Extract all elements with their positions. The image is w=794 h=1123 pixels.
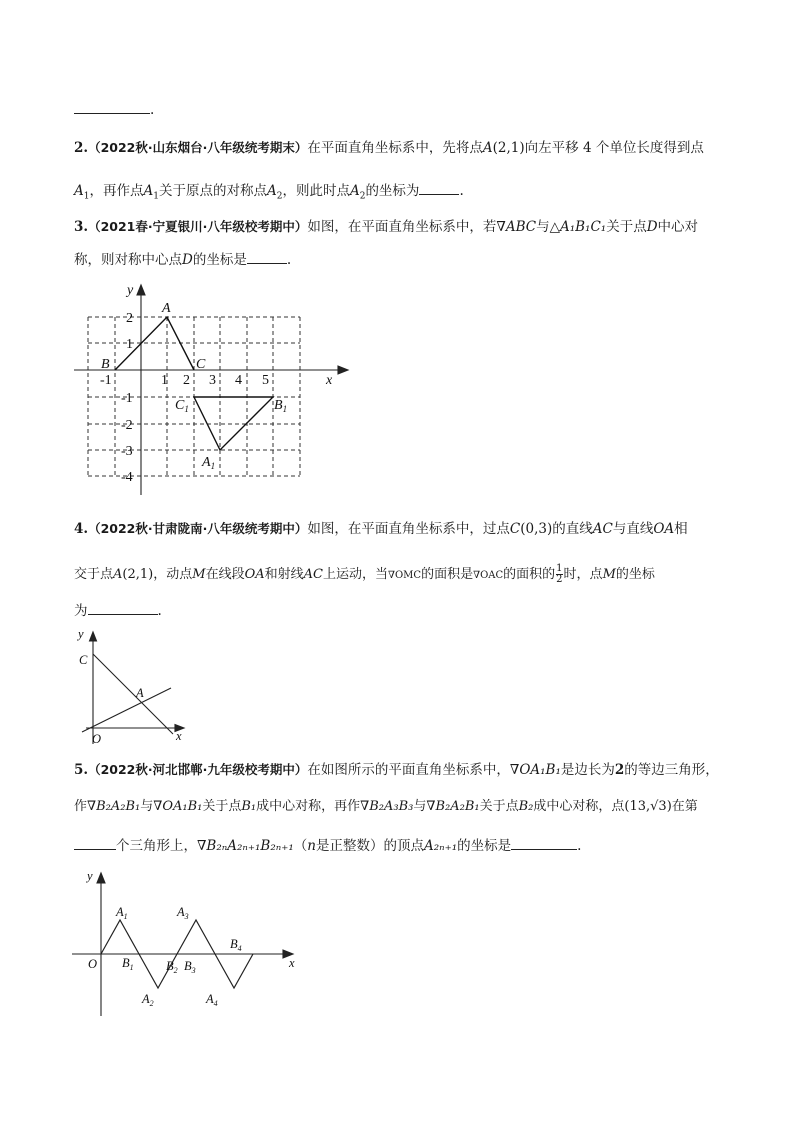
text: 关于点 — [606, 219, 647, 235]
math: B₂ — [518, 799, 534, 814]
q5-line2 — [74, 798, 698, 816]
math: n — [307, 838, 316, 854]
math: A — [266, 183, 277, 199]
y-axis-label: y — [78, 627, 84, 641]
q1-period: . — [150, 102, 155, 118]
q3-grid-figure — [70, 280, 360, 502]
question-number: 5. — [74, 762, 89, 778]
text: 如图，在平面直角坐标系中，若 — [307, 219, 497, 235]
text: 如图，在平面直角坐标系中，过点 — [307, 521, 510, 537]
origin-label: O — [92, 732, 102, 746]
text: 个三角形上， — [116, 838, 197, 854]
text: 是正整数）的顶点 — [315, 838, 424, 854]
text: 成中心对称，再作 — [256, 799, 361, 814]
question-source: （2021春·宁夏银川·八年级校考期中） — [88, 219, 308, 234]
question-number: 2. — [74, 140, 89, 156]
text: 的坐标是 — [192, 252, 247, 268]
point-label-b3: $B_3$ — [184, 959, 196, 975]
q4-line2 — [74, 564, 655, 585]
answer-blank[interactable] — [74, 100, 150, 114]
text: 上运动，当 — [322, 567, 388, 582]
q2-line1 — [74, 139, 704, 157]
question-number: 4. — [74, 521, 89, 537]
text: . — [577, 838, 582, 854]
answer-blank[interactable] — [419, 181, 459, 195]
math: ∇B₂A₂B₁ — [426, 799, 480, 814]
text: 的坐标为 — [365, 183, 420, 199]
math-sub: 1 — [153, 191, 159, 202]
point-label-b2: $B_2$ — [166, 959, 178, 975]
point-label-c1: $C_1$ — [175, 398, 189, 414]
x-tick-label: 5 — [262, 373, 269, 388]
q5-line1 — [74, 761, 719, 779]
y-tick-label: 1 — [126, 337, 133, 352]
q4-line3 — [74, 601, 162, 620]
text: 作 — [74, 799, 88, 814]
math: (2,1) — [492, 140, 525, 156]
text: （ — [293, 838, 308, 854]
text: 的面积的 — [503, 567, 556, 582]
point-label-c: C — [79, 653, 88, 667]
point-label-b1: $B_1$ — [122, 956, 134, 972]
math-sub: 1 — [83, 191, 90, 202]
math: A — [74, 183, 84, 199]
math: ∇ABC — [496, 219, 537, 235]
math: ∇OMC — [388, 570, 422, 581]
math: ∇B₂A₃B₃ — [360, 799, 414, 814]
y-axis-arrow-icon — [97, 873, 105, 883]
math: M — [602, 567, 616, 582]
text: 在平面直角坐标系中，先将点 — [307, 140, 483, 156]
answer-blank[interactable] — [88, 601, 158, 615]
text: 时，点 — [563, 567, 603, 582]
answer-blank[interactable] — [511, 836, 577, 850]
point-label-b: B — [101, 357, 110, 372]
text: 在线段 — [205, 567, 245, 582]
x-axis-arrow-icon — [338, 366, 348, 374]
point-label-a1: $A_1$ — [116, 905, 128, 921]
text: 交于点 — [74, 567, 114, 582]
y-tick-label: -2 — [121, 418, 133, 433]
q3-line1 — [74, 218, 698, 236]
q5-line3 — [74, 836, 581, 855]
text: 在如图所示的平面直角坐标系中， — [307, 762, 510, 778]
math: ∇B₂A₂B₁ — [87, 799, 141, 814]
text: 的等边三角形， — [624, 762, 719, 778]
math: ∇OA₁B₁ — [509, 762, 561, 778]
text: 为 — [74, 603, 88, 619]
math: A — [482, 140, 493, 156]
answer-blank[interactable] — [74, 836, 116, 850]
text: . — [459, 183, 464, 199]
math-sub: 2 — [359, 191, 366, 202]
q3-line2 — [74, 250, 291, 269]
text: 的坐标 — [615, 567, 655, 582]
y-tick-label: -4 — [121, 470, 133, 485]
text: 称，则对称中心点 — [74, 252, 182, 268]
text: 的坐标是 — [457, 838, 512, 854]
line-ac — [93, 654, 173, 734]
math: A — [143, 183, 154, 199]
math: ∇B₂ₙA₂ₙ₊₁B₂ₙ₊₁ — [197, 838, 294, 854]
text: 是边长为 — [560, 762, 615, 778]
fraction-denominator: 2 — [556, 574, 563, 585]
point-label-a: A — [136, 686, 144, 700]
q2-line2 — [74, 181, 464, 206]
y-axis-arrow-icon — [90, 632, 97, 641]
x-axis-label: x — [289, 956, 295, 970]
point-label-a: A — [162, 301, 171, 316]
x-tick-label: 4 — [235, 373, 242, 388]
y-tick-label: -3 — [121, 444, 133, 459]
text: 在第 — [671, 799, 698, 814]
fraction-one-half — [556, 564, 562, 585]
question-source: （2022秋·山东烟台·八年级统考期末） — [88, 140, 308, 155]
x-axis-label: x — [176, 729, 182, 743]
point-label-c: C — [196, 357, 206, 372]
question-source: （2022秋·河北邯郸·九年级校考期中） — [88, 762, 308, 777]
text: 与直线 — [612, 521, 654, 537]
point-label-a4: $A_4$ — [206, 992, 218, 1008]
text: 关于点 — [479, 799, 519, 814]
text: 的直线 — [552, 521, 593, 537]
point-label-b1: $B_1$ — [274, 398, 288, 414]
math: ∇OAC — [473, 570, 504, 581]
math: AC — [303, 567, 323, 582]
q4-line1 — [74, 520, 688, 538]
math: (2,1) — [122, 567, 154, 582]
text: 与 — [536, 219, 550, 235]
origin-label: O — [88, 957, 98, 971]
math: AC — [592, 521, 613, 537]
x-tick-label: 2 — [183, 373, 190, 388]
text: 成中心对称，点 — [533, 799, 625, 814]
x-tick-label: -1 — [100, 373, 112, 388]
math: 2 — [614, 762, 625, 778]
text: 的面积是 — [421, 567, 474, 582]
x-tick-label: 1 — [161, 373, 168, 388]
text: ，则此时点 — [282, 183, 350, 199]
text: 和射线 — [264, 567, 304, 582]
point-label-a1: $A_1$ — [202, 455, 216, 471]
y-axis-label: y — [87, 869, 93, 883]
text: . — [286, 252, 292, 268]
text: ，再作点 — [89, 183, 144, 199]
question-number: 3. — [74, 219, 89, 235]
math: D — [182, 252, 193, 268]
text: . — [157, 603, 162, 619]
text: 与 — [140, 799, 154, 814]
math: ∇OA₁B₁ — [153, 799, 203, 814]
math: A — [113, 567, 123, 582]
math-sub: 2 — [276, 191, 283, 202]
math: D — [646, 219, 658, 235]
q1-answer-line — [74, 100, 154, 119]
x-axis-label: x — [326, 373, 333, 388]
text: ，动点 — [153, 567, 193, 582]
math: A₂ₙ₊₁ — [423, 838, 458, 854]
y-axis-arrow-icon — [137, 285, 145, 295]
point-label-a3: $A_3$ — [177, 905, 189, 921]
x-tick-label: 3 — [209, 373, 216, 388]
math: (0,3) — [520, 521, 553, 537]
text: 向左平移 4 个单位长度得到点 — [524, 140, 704, 156]
y-axis-label: y — [127, 283, 134, 298]
y-tick-label: 2 — [126, 311, 133, 326]
math: (13,√3) — [624, 799, 672, 814]
text: 关于原点的对称点 — [158, 183, 267, 199]
math: C — [509, 521, 521, 537]
text: 关于点 — [202, 799, 242, 814]
text: 与 — [413, 799, 427, 814]
math: M — [192, 567, 206, 582]
text: 中心对 — [657, 219, 699, 235]
y-tick-label: -1 — [121, 391, 133, 406]
triangle-a1b1c1 — [194, 397, 273, 450]
math: OA — [653, 521, 675, 537]
fraction-numerator: 1 — [556, 563, 563, 574]
line-oa — [82, 688, 171, 732]
q4-line-figure — [70, 624, 190, 748]
point-label-a2: $A_2$ — [142, 992, 154, 1008]
q5-triangle-chain-figure — [70, 866, 306, 1020]
math: B₁ — [241, 799, 257, 814]
math: △A₁B₁C₁ — [549, 219, 607, 235]
point-label-b4: $B_4$ — [230, 937, 242, 953]
text: 相 — [674, 521, 688, 537]
answer-blank[interactable] — [247, 250, 287, 264]
question-source: （2022秋·甘肃陇南·八年级统考期中） — [88, 521, 308, 536]
math: OA — [244, 567, 265, 582]
math: A — [349, 183, 360, 199]
